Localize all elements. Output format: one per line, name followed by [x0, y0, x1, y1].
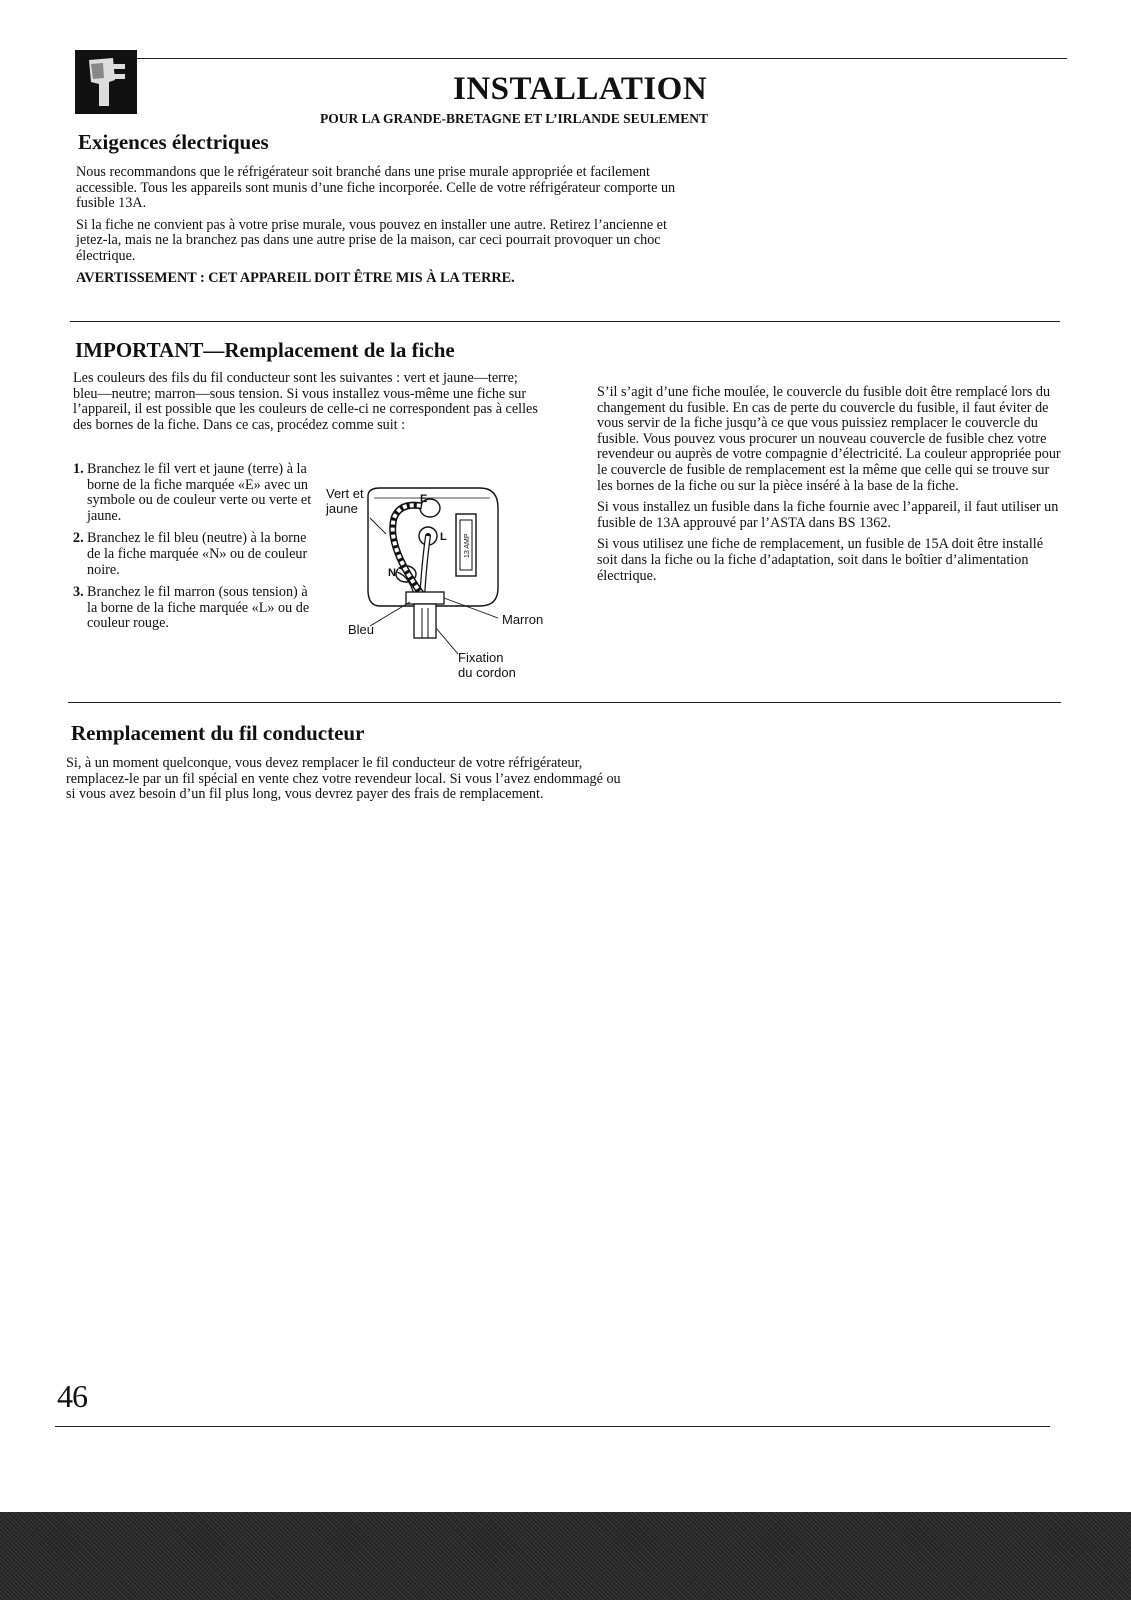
plug-replacement-right-column — [597, 385, 1067, 590]
step-number: 1. — [73, 461, 84, 477]
label-line: jaune — [326, 501, 358, 516]
warning-text: AVERTISSEMENT : CET APPAREIL DOIT ÊTRE MIS À LA TERRE. — [76, 269, 515, 286]
diagram-label-green-yellow — [326, 486, 364, 516]
list-item — [73, 462, 313, 524]
step-text: Branchez le fil bleu (neutre) à la borne de la fiche marquée «N» ou de couleur noire. — [87, 530, 308, 578]
paragraph: Si vous utilisez une fiche de remplacement, un fusible de 15A doit être installé soit dans la fiche ou la fiche d’adaptation, soit dans le boîtier d’alimentation électrique. — [597, 536, 1043, 584]
list-item — [73, 531, 313, 578]
paragraph: Si, à un moment quelconque, vous devez remplacer le fil conducteur de votre réfrigérateur, remplacez-le par un fil spécial en vente chez votre revendeur local. Si vous l’avez endommagé ou si vous avez besoin d’un fil plus long, vous devrez payer des frais de remplacement. — [66, 755, 621, 803]
page-title: INSTALLATION — [453, 71, 708, 107]
step-text: Branchez le fil marron (sous tension) à la borne de la fiche marquée «L» ou de couleur rouge. — [87, 584, 310, 632]
paragraph: Si vous installez un fusible dans la fiche fournie avec l’appareil, il faut utiliser un fusible de 13A approuvé par l’ASTA dans BS 1362. — [597, 499, 1059, 531]
terminal-l-label: L — [440, 531, 447, 543]
plug-wiring-diagram — [320, 478, 570, 688]
diagram-label-cord-clamp — [458, 650, 516, 680]
diagram-label-blue: Bleu — [348, 622, 375, 637]
page-number: 46 — [57, 1378, 87, 1414]
label-line: du cordon — [458, 665, 516, 680]
step-number: 2. — [73, 530, 84, 547]
bottom-dark-band — [0, 1512, 1131, 1600]
step-number: 3. — [73, 584, 84, 601]
section-title-cord-replacement: Remplacement du fil conducteur — [71, 721, 365, 745]
header-rule — [137, 58, 1067, 59]
steps-list-wrap — [73, 462, 313, 639]
diagram-label-brown: Marron — [502, 612, 544, 627]
step-text: Branchez le fil vert et jaune (terre) à la borne de la fiche marquée «E» avec un symbole ou de couleur verte ou verte et jaune. — [87, 461, 312, 524]
steps-list — [73, 462, 313, 632]
footer-rule — [55, 1426, 1050, 1427]
section-divider — [68, 702, 1061, 703]
paragraph: Les couleurs des fils du fil conducteur sont les suivantes : vert et jaune—terre; bleu—neutre; marron—sous tension. Si vous installez vous-même une fiche sur l’appareil, il est possible que les couleurs de celle-ci ne correspondent pas à celles des bornes de la fiche. Dans ce cas, procédez comme suit : — [73, 370, 538, 433]
label-line: Vert et — [326, 486, 364, 501]
plug-replacement-intro — [73, 371, 543, 439]
paragraph: Nous recommandons que le réfrigérateur soit branché dans une prise murale appropriée et facilement accessible. Tous les appareils sont munis d’une fiche incorporée. Celle de votre réfrigérateur comporte un fusible 13A. — [76, 164, 676, 212]
paragraph: Si la fiche ne convient pas à votre prise murale, vous pouvez en installer une autre. Retirez l’ancienne et jetez-la, mais ne la branchez pas dans une autre prise de la maison, car ceci pourrait provoquer un choc électrique. — [76, 216, 667, 264]
list-item — [73, 585, 313, 632]
section-electrical-body — [76, 165, 686, 292]
section-divider — [70, 321, 1060, 322]
label-line: Fixation — [458, 650, 504, 665]
page-subtitle: POUR LA GRANDE-BRETAGNE ET L’IRLANDE SEULEMENT — [320, 111, 708, 126]
fuse-label: 13 AMP — [464, 533, 471, 558]
section-title-electrical-requirements: Exigences électriques — [78, 130, 269, 154]
cord-replacement-body — [66, 756, 621, 809]
terminal-n-label: N — [388, 567, 396, 579]
plug-icon — [75, 50, 137, 114]
terminal-e-label: E — [420, 493, 428, 505]
paragraph: S’il s’agit d’une fiche moulée, le couvercle du fusible doit être remplacé lors du changement du fusible. En cas de perte du couvercle du fusible, il faut éviter de vous servir de la fiche jusqu’à ce que vous puissiez remplacer le couvercle du fusible. Vous pouvez vous procurer un nouveau couvercle de fusible chez votre revendeur ou auprès de votre compagnie d’électricité. La couleur appropriée pour le couvercle de fusible de remplacement est la même que celle qui se trouve sur les bornes de la fiche ou sur la pièce inséré à la base de la fiche. — [597, 384, 1061, 494]
section-title-plug-replacement: IMPORTANT—Remplacement de la fiche — [75, 338, 455, 362]
